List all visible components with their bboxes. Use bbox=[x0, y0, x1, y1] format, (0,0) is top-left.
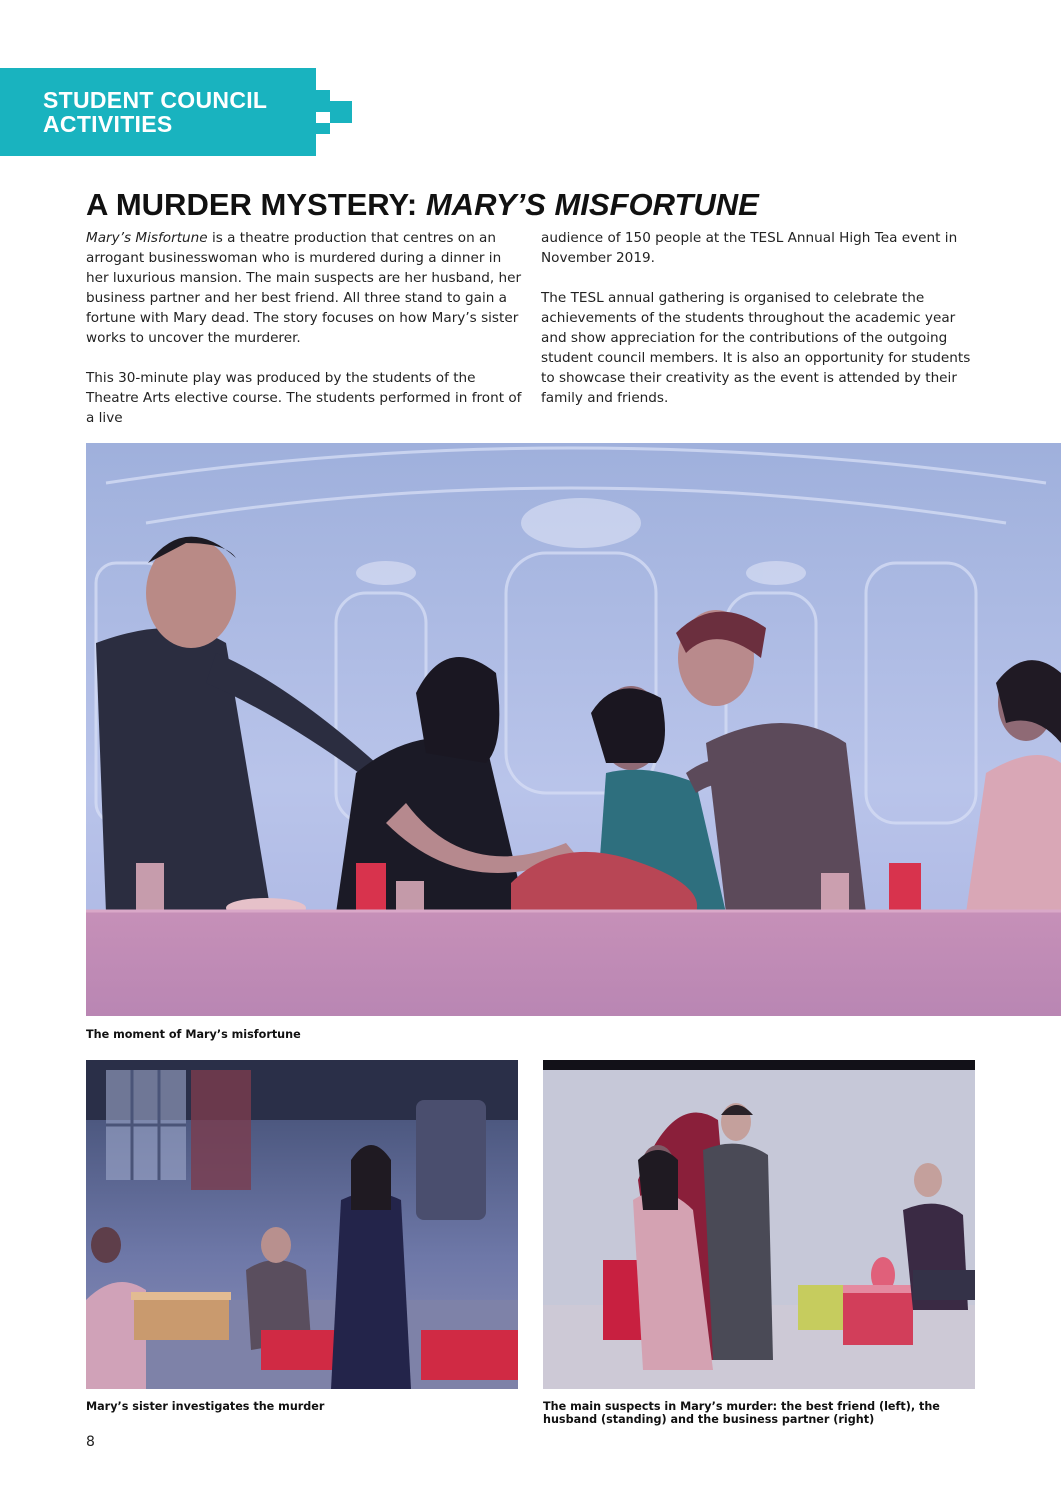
banner-pixel bbox=[286, 90, 330, 112]
main-photo-caption: The moment of Mary’s misfortune bbox=[86, 1028, 301, 1041]
article-title bbox=[86, 186, 986, 224]
section-title-line1: STUDENT COUNCIL bbox=[43, 87, 268, 113]
article-right-column bbox=[541, 228, 977, 428]
left-paragraph-2: This 30-minute play was produced by the students of the Theatre Arts elective course. The students performed in front of a live bbox=[86, 370, 522, 426]
article-title-plain: A MURDER MYSTERY: bbox=[86, 187, 426, 222]
article-left-column bbox=[86, 228, 522, 448]
banner-pixel bbox=[316, 123, 330, 134]
sister-photo-caption: Mary’s sister investigates the murder bbox=[86, 1400, 325, 1413]
section-title bbox=[43, 88, 267, 136]
main-photo bbox=[86, 443, 1061, 1016]
banner-pixel bbox=[262, 134, 316, 156]
left-paragraph-1 bbox=[86, 228, 522, 348]
page-number: 8 bbox=[86, 1434, 95, 1450]
banner-pixel bbox=[330, 101, 352, 123]
left-paragraph-1-text: is a theatre production that centres on an arrogant businesswoman who is murdered during a dinner in her luxurious mansion. The main suspects are her husband, her business partner and her best friend. All three stand to gain a fortune with Mary dead. The story focuses on how Mary’s sister works to uncover the murderer. bbox=[86, 230, 522, 346]
section-banner bbox=[0, 68, 352, 156]
sister-photo bbox=[86, 1060, 518, 1389]
article-title-italic: MARY’S MISFORTUNE bbox=[425, 187, 759, 222]
suspects-photo bbox=[543, 1060, 975, 1389]
suspects-photo-caption: The main suspects in Mary’s murder: the best friend (left), the husband (standing) and the business partner (right) bbox=[543, 1400, 940, 1426]
section-title-line2: ACTIVITIES bbox=[43, 111, 173, 137]
right-paragraph-2: The TESL annual gathering is organised to celebrate the achievements of the students throughout the academic year and show appreciation for the contributions of the outgoing student council members. It is also an opportunity for students to showcase their creativity as the event is attended by their family and friends. bbox=[541, 290, 971, 406]
banner-pixel bbox=[286, 68, 316, 90]
banner-pixel bbox=[286, 112, 316, 134]
play-name: Mary’s Misfortune bbox=[86, 230, 208, 246]
right-paragraph-1: audience of 150 people at the TESL Annual High Tea event in November 2019. bbox=[541, 230, 958, 266]
